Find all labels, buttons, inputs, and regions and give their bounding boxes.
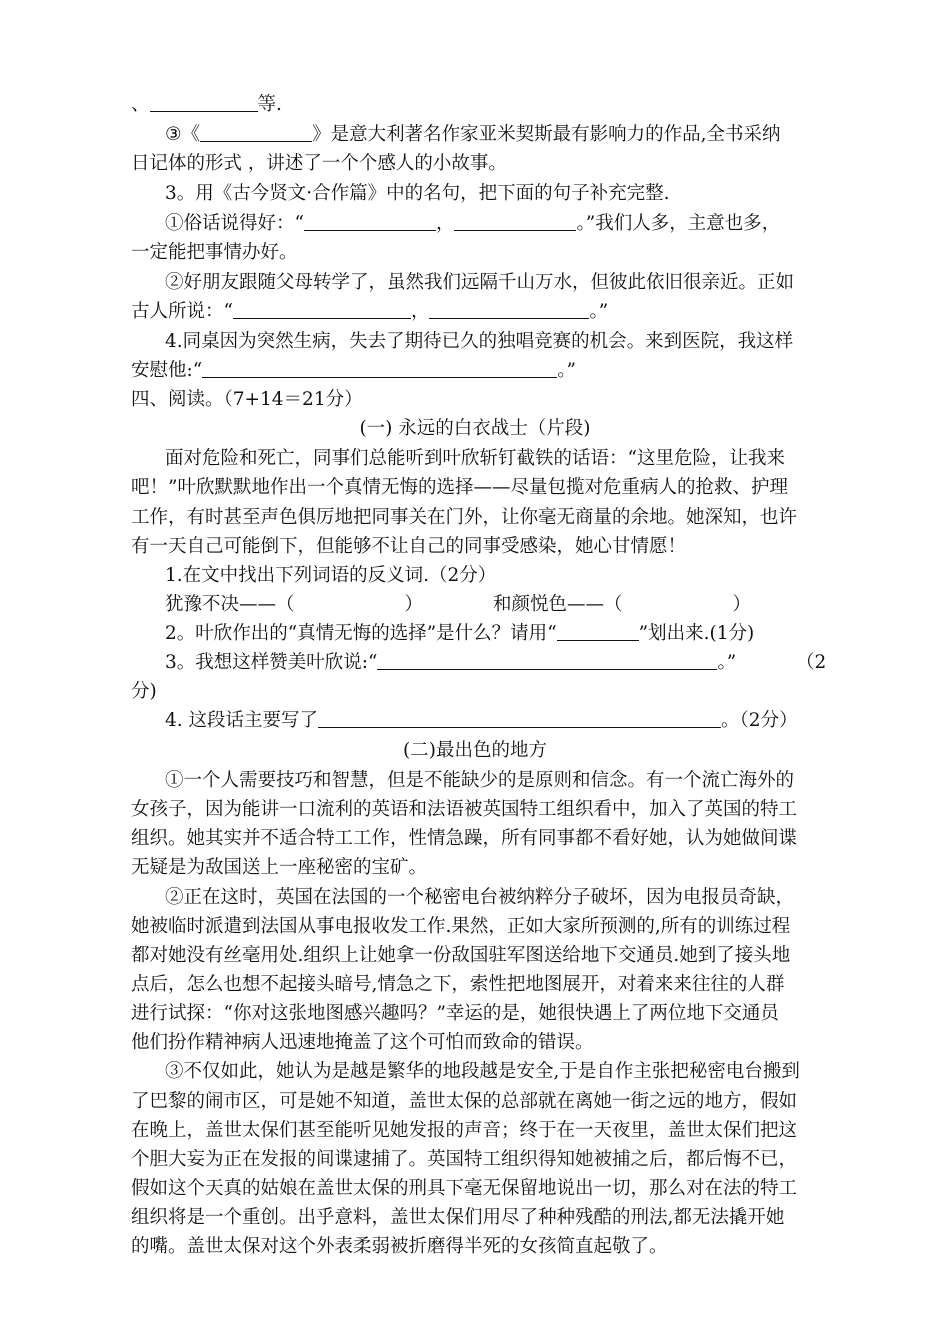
passage-1-title: (一) 永远的白衣战士（片段) [359,418,591,439]
answer-blank[interactable] [318,710,721,728]
passage-2-line: 的嘴。盖世太保对这个外表柔弱被折磨得半死的女孩简直起敬了。 [131,1236,668,1257]
passage-2-line: 无疑是为敌国送上一座秘密的宝矿。 [131,857,428,878]
text: 。” [557,360,576,381]
question-3-item-2: ②好朋友跟随父母转学了，虽然我们远隔千山万水，但彼此依旧很亲近。正如 [165,272,795,293]
text: 等. [257,94,282,115]
passage-2-line: 女孩子，因为能讲一口流利的英语和法语被英国特工组织看中，加入了英国的特工 [131,799,798,820]
score-label: （2 [796,652,827,673]
answer-blank[interactable] [304,213,436,231]
passage-1-line: 工作，有时甚至声色俱厉地把同事关在门外，让你毫无商量的余地。她深知，也许 [131,507,798,528]
passage-2-line: 组织将是一个重创。出乎意料，盖世太保们用尽了种种残酷的刑法,都无法撬开她 [131,1207,785,1228]
line-8 [131,299,608,325]
text: ， [435,213,455,234]
text: 4. 这段话主要写了 [165,710,319,731]
text: 。” [589,301,609,322]
text: 古人所说：“ [131,301,233,322]
passage-2-line: 他们扮作精神病人迅速地掩盖了这个可怕而致命的错误。 [131,1032,594,1053]
question-4-prompt: 4.同桌因为突然生病，失去了期待已久的独唱竞赛的机会。来到医院，我这样 [165,331,794,352]
text: 3。我想这样赞美叶欣说:“ [165,652,378,673]
text: ， [410,301,430,322]
text: ”划出来.(1分) [638,623,755,644]
passage-2-line: 假如这个天真的姑娘在盖世太保的刑具下毫无保留地说出一切，那么对在法的特工 [131,1178,798,1199]
underline-sample [557,623,639,641]
passage-2-line: 组织。她其实并不适合特工工作，性情急躁，所有同事都不看好她，认为她做间谍 [131,828,798,849]
passage-1-question-1: 1.在文中找出下列词语的反义词.（2分） [165,565,497,586]
text: 2。叶欣作出的“真情无悔的选择”是什么？请用“ [165,623,557,644]
passage-1-line: 吧！”叶欣默默地作出一个真情无悔的选择——尽量包揽对危重病人的抢救、护理 [131,477,788,498]
passage-2-line: 都对她没有丝毫用处.组织上让她拿一份敌国驻军图送给地下交通员.她到了接头地 [131,945,791,966]
question-3-prompt: 3。用《古今贤文·合作篇》中的名句，把下面的句子补充完整. [165,183,670,204]
line-3: 日记体的形式 ，讲述了一个个感人的小故事。 [131,153,507,174]
answer-blank[interactable] [150,94,258,112]
passage-1-question-3 [165,650,736,676]
line-6: 一定能把事情办好。 [131,242,298,263]
passage-1-line: 有一天自己可能倒下，但能够不让自己的同事受感染，她心甘情愿！ [131,536,687,557]
answer-blank[interactable] [200,124,312,142]
passage-1-question-4 [165,708,798,734]
passage-2-line: 点后，怎么也想不起接头暗号,情急之下，索性把地图展开，对着来来往往的人群 [131,974,785,995]
passage-2-line: ②正在这时，英国在法国的一个秘密电台被纳粹分子破坏，因为电报员奇缺， [165,887,795,908]
text: 。” [717,652,737,673]
text: 》是意大利著名作家亚米契斯最有影响力的作品,全书采纳 [312,124,781,145]
answer-blank[interactable] [377,652,717,670]
answer-blank[interactable] [429,301,589,319]
text: 。（2分） [721,710,798,731]
antonym-2 [493,592,751,618]
text: 犹豫不决——（ [165,594,295,615]
passage-1-question-2 [165,621,754,647]
text: 。”我们人多，主意也多， [576,213,781,234]
passage-2-line: ①一个人需要技巧和智慧，但是不能缺少的是原则和信念。有一个流亡海外的 [165,770,795,791]
answer-blank[interactable] [202,360,557,378]
antonym-1 [165,592,423,618]
text: ） [404,594,424,615]
line-1 [131,92,282,118]
text: 安慰他:“ [131,360,203,381]
passage-2-line: 了巴黎的闹市区，可是她不知道，盖世太保的总部就在离她一街之远的地方，假如 [131,1091,798,1112]
line-10 [131,358,576,384]
passage-2-line: 她被临时派遣到法国从事电报收发工作.果然，正如大家所预测的,所有的训练过程 [131,916,791,937]
text: ） [732,594,752,615]
passage-2-line: 个胆大妄为正在发报的间谍逮捕了。英国特工组织得知她被捕之后，都后悔不已， [131,1149,798,1170]
passage-2-line: 进行试探：“你对这张地图感兴趣吗？”幸运的是，她很快遇上了两位地下交通员 [131,1003,779,1024]
passage-2-line: ③不仅如此，她认为是越是繁华的地段越是安全,于是自作主张把秘密电台搬到 [165,1061,800,1082]
text: 和颜悦色——（ [493,594,623,615]
text: ①俗话说得好：“ [165,213,304,234]
line-2 [165,122,780,148]
passage-2-title: (二)最出色的地方 [403,740,547,761]
answer-blank[interactable] [454,213,576,231]
passage-1-line: 面对危险和死亡，同事们总能听到叶欣斩钉截铁的话语：“这里危险，让我来 [165,448,785,469]
text: ③《 [165,124,201,145]
score-label: 分) [131,681,157,702]
answer-blank[interactable] [233,301,411,319]
passage-2-line: 在晚上，盖世太保们甚至能听见她发报的声音；终于在一天夜里，盖世太保们把这 [131,1120,798,1141]
text: 、 [131,94,150,115]
question-3-item-1 [165,211,780,237]
section-4-heading: 四、阅读。（7+14＝21分） [131,389,363,410]
